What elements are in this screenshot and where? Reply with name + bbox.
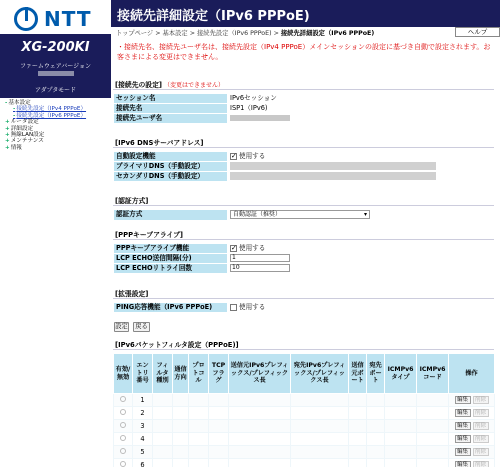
expand-icon: +: [5, 138, 10, 145]
filter-cell: [385, 420, 417, 433]
ext-table: [113, 302, 494, 313]
conn-key: セッション名: [114, 94, 228, 104]
keepalive-func-label: PPPキープアライブ機能: [114, 244, 228, 254]
edit-button[interactable]: 編集: [455, 448, 471, 456]
delete-button[interactable]: 削除: [473, 461, 489, 467]
filter-cell: [417, 459, 449, 467]
filter-cell: [367, 420, 385, 433]
edit-button[interactable]: 編集: [455, 422, 471, 430]
set-button[interactable]: 設定: [115, 323, 128, 330]
filter-enable-toggle[interactable]: [120, 422, 126, 428]
filter-cell: [153, 433, 173, 446]
filter-cell: [173, 407, 189, 420]
nav-item-label: 基本設定: [8, 100, 31, 106]
filter-cell: [367, 394, 385, 407]
breadcrumb-separator: >: [155, 30, 161, 37]
masked-value: [230, 115, 290, 121]
conn-key: 接続先ユーザ名: [114, 114, 228, 124]
filter-cell: [349, 446, 367, 459]
filter-cell: [229, 433, 291, 446]
logo-text: NTT: [44, 7, 92, 31]
auth-section-title: [認証方式]: [113, 197, 494, 206]
filter-column-header: 操作: [449, 354, 495, 394]
filter-column-header: TCPフラグ: [209, 354, 229, 394]
filter-section-title: [IPv6パケットフィルタ設定（PPPoE)]: [113, 341, 494, 350]
breadcrumb-separator: >: [273, 30, 279, 37]
filter-cell: [209, 446, 229, 459]
filter-cell: [385, 446, 417, 459]
lcp-retry-input[interactable]: 10: [230, 264, 290, 272]
filter-table: [113, 353, 495, 467]
filter-column-header: フィルタ種別: [153, 354, 173, 394]
auth-table: [113, 209, 494, 221]
notice-text: ・接続先名、接続先ユーザ名は、接続先設定（IPv4 PPPoE）メインセッションの設定に基づき自動で設定されます。お客さまによる変更はできません。: [117, 43, 491, 61]
filter-actions: [449, 420, 495, 433]
expand-icon: +: [5, 125, 10, 132]
filter-enable-cell: [114, 446, 133, 459]
filter-column-header: 宛先ポート: [367, 354, 385, 394]
collapse-icon: -: [13, 112, 16, 119]
filter-column-header: 送信元IPv6プレフィックス/プレフィックス長: [229, 354, 291, 394]
filter-cell: [417, 394, 449, 407]
filter-cell: [153, 394, 173, 407]
filter-cell: [209, 407, 229, 420]
filter-row: [114, 407, 495, 420]
ntt-logo-icon: [14, 7, 38, 31]
filter-cell: [417, 420, 449, 433]
filter-column-header: エントリ番号: [133, 354, 153, 394]
filter-cell: [153, 459, 173, 467]
left-panel: [0, 0, 111, 467]
filter-entry-number: 1: [133, 394, 153, 407]
filter-cell: [189, 394, 209, 407]
filter-enable-cell: [114, 420, 133, 433]
filter-section: [113, 341, 494, 467]
conn-readonly-note: （変更はできません）: [164, 82, 225, 89]
filter-cell: [153, 446, 173, 459]
dns-table: [113, 151, 494, 182]
device-panel: [0, 34, 111, 98]
filter-cell: [153, 407, 173, 420]
filter-cell: [209, 420, 229, 433]
expand-icon: +: [5, 144, 10, 151]
breadcrumb-item[interactable]: トップページ: [116, 30, 154, 37]
filter-cell: [229, 394, 291, 407]
lcp-retry-label: LCP ECHOリトライ回数: [114, 264, 228, 274]
filter-cell: [385, 407, 417, 420]
filter-cell: [291, 446, 349, 459]
collapse-icon: -: [5, 100, 8, 106]
filter-cell: [229, 446, 291, 459]
dns-primary-input[interactable]: [230, 162, 436, 170]
dns-auto-label: 自動設定機能: [114, 152, 228, 162]
filter-cell: [291, 407, 349, 420]
filter-enable-toggle[interactable]: [120, 435, 126, 441]
filter-cell: [173, 459, 189, 467]
expand-icon: +: [5, 132, 10, 139]
filter-actions: [449, 459, 495, 467]
lcp-interval-label: LCP ECHO送信間隔(分): [114, 254, 228, 264]
filter-cell: [349, 394, 367, 407]
filter-column-header: 送信元ポート: [349, 354, 367, 394]
page-header: [111, 0, 500, 27]
nav-item-label: メンテナンス: [10, 138, 44, 145]
ping-checkbox[interactable]: [230, 304, 237, 311]
filter-row: [114, 446, 495, 459]
filter-entry-number: 3: [133, 420, 153, 433]
filter-cell: [417, 433, 449, 446]
breadcrumb-separator: >: [189, 30, 195, 37]
filter-cell: [291, 394, 349, 407]
nav-item-label: 接続先設定（IPv6 PPPoE）: [16, 112, 87, 119]
nav-item-label: 詳細設定: [10, 125, 34, 132]
dns-section: [113, 139, 494, 182]
firmware-label: ファームウェアバージョン: [20, 63, 91, 70]
filter-enable-cell: [114, 433, 133, 446]
auth-label: 認証方式: [114, 210, 228, 221]
edit-button[interactable]: 編集: [455, 409, 471, 417]
filter-entry-number: 4: [133, 433, 153, 446]
filter-column-header: 有効/無効: [114, 354, 133, 394]
filter-cell: [385, 394, 417, 407]
edit-button[interactable]: 編集: [455, 435, 471, 443]
filter-cell: [417, 446, 449, 459]
filter-cell: [209, 433, 229, 446]
filter-enable-cell: [114, 407, 133, 420]
dns-section-title: [IPv6 DNSサーバアドレス]: [113, 139, 494, 148]
ping-label: PING応答機能（IPv6 PPPoE): [114, 303, 228, 313]
filter-cell: [209, 394, 229, 407]
firmware-version: [38, 71, 74, 76]
filter-cell: [349, 420, 367, 433]
filter-cell: [173, 420, 189, 433]
conn-key: 接続先名: [114, 104, 228, 114]
help-button[interactable]: ヘルプ: [455, 27, 500, 37]
conn-table: [113, 93, 494, 124]
dns-auto-checkbox[interactable]: [230, 153, 237, 160]
filter-row: [114, 420, 495, 433]
lcp-interval-input[interactable]: 1: [230, 254, 290, 262]
conn-value: [228, 114, 494, 124]
filter-column-header: 宛先IPv6プレフィックス/プレフィックス長: [291, 354, 349, 394]
filter-enable-toggle[interactable]: [120, 448, 126, 454]
filter-actions: [449, 433, 495, 446]
nav-item-label: ルータ設定: [10, 119, 39, 126]
filter-column-header: ICMPv6タイプ: [385, 354, 417, 394]
delete-button[interactable]: 削除: [473, 422, 489, 430]
filter-cell: [349, 433, 367, 446]
filter-actions: [449, 407, 495, 420]
filter-cell: [173, 433, 189, 446]
keepalive-section-title: [PPPキープアライブ]: [113, 231, 494, 240]
conn-value: IPv6セッション: [228, 94, 494, 104]
keepalive-table: [113, 243, 494, 274]
delete-button[interactable]: 削除: [473, 409, 489, 417]
filter-cell: [349, 459, 367, 467]
filter-actions: [449, 446, 495, 459]
filter-cell: [173, 446, 189, 459]
filter-cell: [367, 446, 385, 459]
delete-button[interactable]: 削除: [473, 448, 489, 456]
expand-icon: +: [5, 119, 10, 126]
filter-enable-cell: [114, 459, 133, 467]
filter-cell: [367, 459, 385, 467]
dns-secondary-label: セカンダリDNS（手動設定）: [114, 172, 228, 182]
breadcrumb-item[interactable]: 基本設定: [162, 30, 188, 37]
filter-entry-number: 2: [133, 407, 153, 420]
ping-text: 使用する: [239, 303, 266, 311]
filter-enable-toggle[interactable]: [120, 409, 126, 415]
keepalive-func-text: 使用する: [239, 244, 266, 252]
filter-column-header: プロトコル: [189, 354, 209, 394]
breadcrumb: [116, 28, 374, 37]
filter-cell: [385, 433, 417, 446]
conn-section: [113, 81, 494, 124]
filter-cell: [209, 459, 229, 467]
keepalive-checkbox[interactable]: [230, 245, 237, 252]
ext-section: [113, 290, 494, 313]
delete-button[interactable]: 削除: [473, 396, 489, 404]
side-nav: [3, 100, 86, 151]
device-mode: アダプタモード: [35, 87, 76, 94]
filter-cell: [229, 459, 291, 467]
filter-actions: [449, 394, 495, 407]
back-button[interactable]: 戻る: [133, 322, 150, 332]
ntt-logo: [14, 6, 91, 32]
conn-section-title: [接続先の設定] （変更はできません）: [113, 81, 494, 90]
ext-section-title: [拡張設定]: [113, 290, 494, 299]
nav-item-label: 接続先設定（IPv4 PPPoE）: [16, 106, 87, 113]
filter-cell: [291, 433, 349, 446]
filter-row: [114, 433, 495, 446]
filter-cell: [349, 407, 367, 420]
filter-cell: [153, 420, 173, 433]
filter-row: [114, 459, 495, 467]
filter-cell: [367, 407, 385, 420]
filter-cell: [291, 459, 349, 467]
dns-auto-text: 使用する: [239, 152, 266, 160]
breadcrumb-item: 接続先詳細設定（IPv6 PPPoE): [280, 30, 375, 37]
filter-cell: [291, 420, 349, 433]
filter-column-header: ICMPv6コード: [417, 354, 449, 394]
edit-button[interactable]: 編集: [455, 396, 471, 404]
nav-item-label: 情報: [10, 144, 22, 151]
conn-value: ISP1（IPv6): [228, 104, 494, 114]
filter-cell: [189, 459, 209, 467]
filter-enable-cell: [114, 394, 133, 407]
breadcrumb-item[interactable]: 接続先設定（IPv6 PPPoE): [196, 30, 272, 37]
dns-secondary-input[interactable]: [230, 172, 436, 180]
filter-cell: [189, 407, 209, 420]
collapse-icon: -: [13, 106, 16, 113]
nav-item-label: 無線LAN設定: [10, 132, 45, 139]
filter-cell: [229, 420, 291, 433]
filter-column-header: 通信方向: [173, 354, 189, 394]
filter-enable-toggle[interactable]: [120, 461, 126, 467]
auth-section: [113, 197, 494, 221]
filter-entry-number: 5: [133, 446, 153, 459]
filter-cell: [189, 420, 209, 433]
dns-primary-label: プライマリDNS（手動設定）: [114, 162, 228, 172]
filter-cell: [189, 433, 209, 446]
edit-button[interactable]: 編集: [455, 461, 471, 467]
filter-cell: [229, 407, 291, 420]
keepalive-section: [113, 231, 494, 274]
device-model: XG-200KI: [21, 40, 90, 55]
filter-entry-number: 6: [133, 459, 153, 467]
nav-item[interactable]: [3, 145, 86, 151]
filter-cell: [385, 459, 417, 467]
filter-enable-toggle[interactable]: [120, 396, 126, 402]
filter-cell: [417, 407, 449, 420]
delete-button[interactable]: 削除: [473, 435, 489, 443]
auth-select[interactable]: 自動認証（推奨） ▾: [230, 210, 370, 219]
filter-cell: [367, 433, 385, 446]
filter-cell: [173, 394, 189, 407]
filter-cell: [189, 446, 209, 459]
page-title: 接続先詳細設定（IPv6 PPPoE): [117, 9, 310, 24]
filter-row: [114, 394, 495, 407]
